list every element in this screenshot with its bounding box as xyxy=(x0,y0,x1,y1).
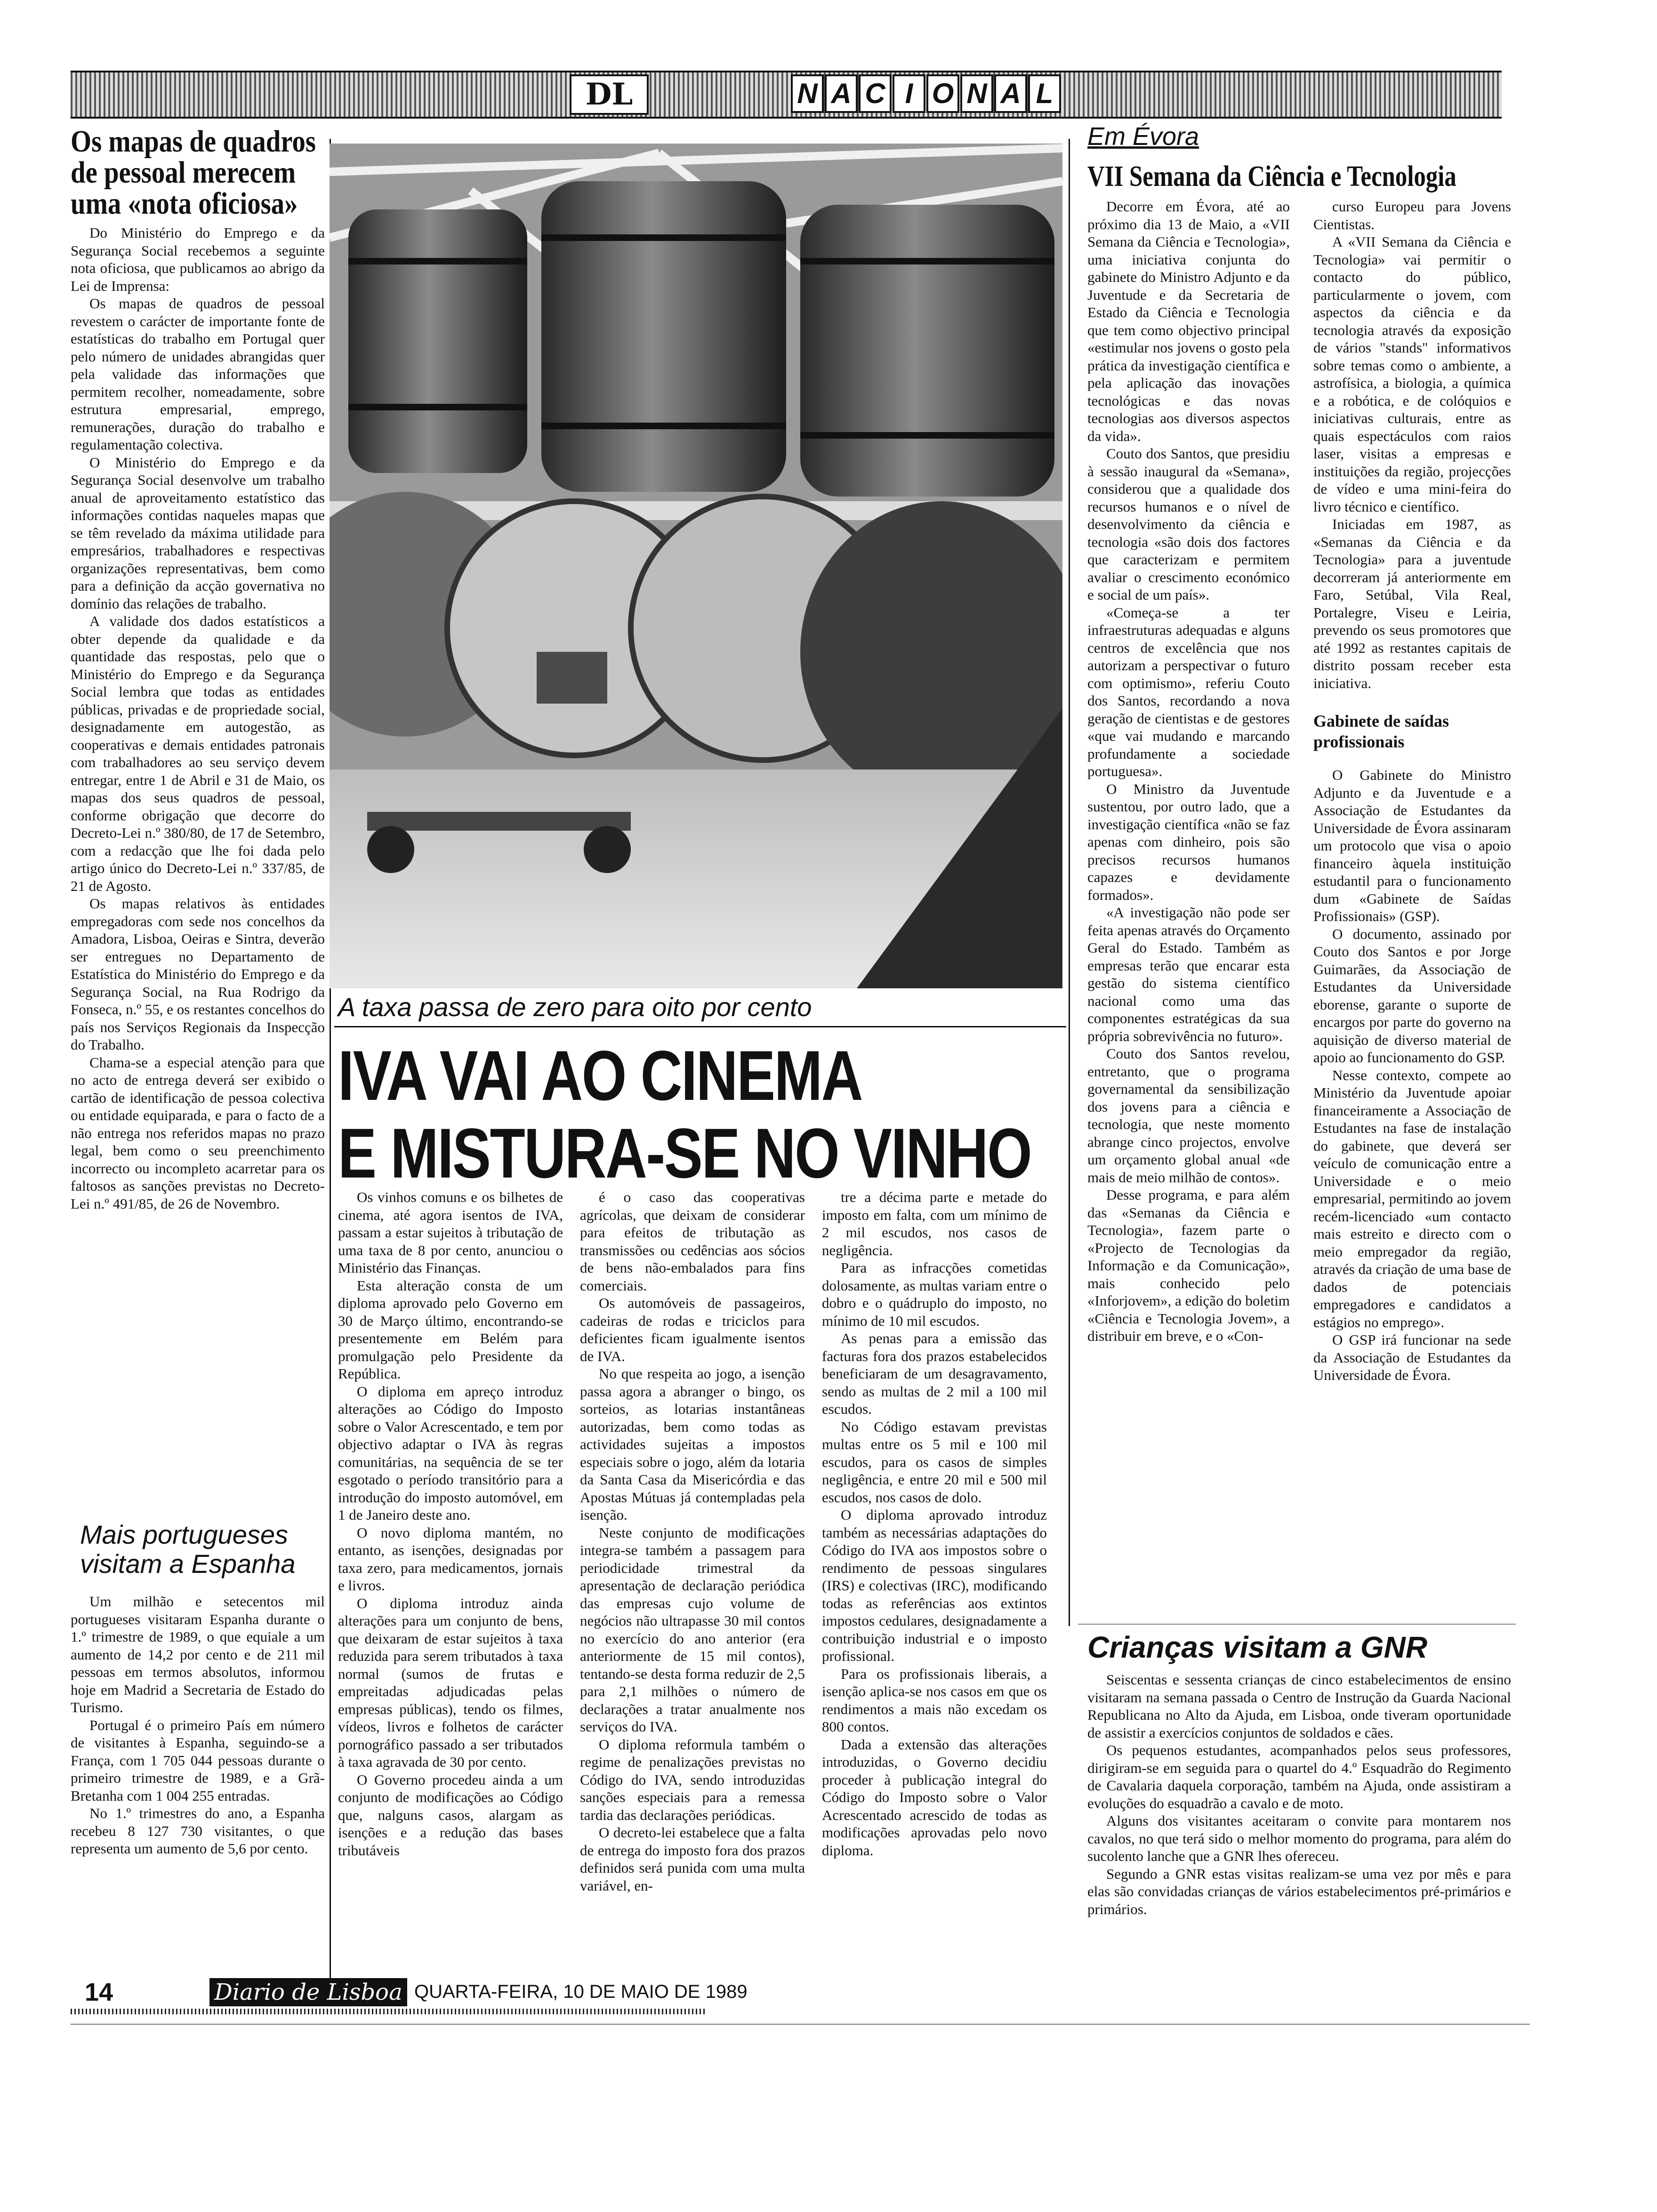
paragraph: O diploma reformula também o regime de penalizações previstas no Código do IVA, sendo introduzidas sanções especiais para a remessa tardia das declarações periódicas. xyxy=(580,1736,805,1823)
evora-subhead: Gabinete de saídas profissionais xyxy=(1313,712,1449,751)
spain-article xyxy=(71,1520,325,1858)
left-article-title: Os mapas de quadros de pessoal merecem uma «nota oficiosa» xyxy=(71,124,316,221)
paragraph: Os vinhos comuns e os bilhetes de cinema, até agora isentos de IVA, passam a estar sujeitos à tributação de uma taxa de 8 por cento, anunciou o Ministério das Finanças. xyxy=(338,1189,563,1276)
column-divider xyxy=(1069,139,1070,1626)
paragraph: Alguns dos visitantes aceitaram o convite para montarem nos cavalos, no que terá sido o melhor momento do programa, para além do sucolento lanche que a GNR lhes ofereceu. xyxy=(1087,1812,1511,1864)
paragraph: curso Europeu para Jovens Cientistas. xyxy=(1313,198,1511,232)
section-masthead xyxy=(71,71,1502,119)
gnr-article xyxy=(1087,1628,1511,1918)
paragraph: No 1.º trimestres do ano, a Espanha recebeu 8 127 730 visitantes, o que representa um aumento de 5,6 por cento. xyxy=(71,1805,325,1857)
paragraph: «Começa-se a ter infraestruturas adequadas e alguns centros de excelência que nos autorizam a perspectivar o futuro com optimismo», referiu Couto dos Santos, recordando a nova geração de cientistas e de gestores «que vai mudando e marcando profundamente a sociedade portuguesa». xyxy=(1087,604,1290,779)
spain-article-title: Mais portugueses visitam a Espanha xyxy=(80,1520,296,1579)
paragraph: O diploma introduz ainda alterações para um conjunto de bens, que deixaram de estar sujeitos à taxa reduzida para serem tributados à taxa normal (sumos de frutas e empreitadas adjudicadas pelas empresas públicas), tendo os filmes, vídeos, livros e folhetos de carácter pornográfico passado a ser tributados à taxa agravada de 30 por cento. xyxy=(338,1595,563,1770)
paragraph: Um milhão e setecentos mil portugueses visitaram Espanha durante o 1.º trimestre de 1989, o que equiale a um aumento de 14,2 por cento e de 211 mil pessoas em termos absolutos, informou hoje em Madrid a Secretaria de Estado do Turismo. xyxy=(71,1593,325,1715)
paragraph: Iniciadas em 1987, as «Semanas da Ciência e da Tecnologia» para a juventude decorreram já anteriormente em Faro, Setúbal, Vila Real, Portalegre, Viseu e Leiria, prevendo os seus promotores que até 1992 as restantes capitais de distrito possam receber esta iniciativa. xyxy=(1313,516,1511,691)
paragraph: No Código estavam previstas multas entre os 5 mil e 100 mil escudos, para os casos de simples negligência, e entre 20 mil e 500 mil escudos, nos casos de dolo. xyxy=(822,1418,1047,1506)
evora-article xyxy=(1087,122,1511,193)
paragraph: Nesse contexto, compete ao Ministério da Juventude apoiar financeiramente a Associação de Estudantes na fase de instalação do gabinete, que deverá ser veículo de comunicação entre a Universidade e o meio empresarial, permitindo ao jovem recém-licenciado «um contacto mais estreito e directo com o meio empregador da região, através da criação de uma base de dados de potenciais empregadores e candidatos a estágios no emprego». xyxy=(1313,1066,1511,1330)
paragraph: A «VII Semana da Ciência e Tecnologia» vai permitir o contacto do público, particularmente o jovem, com aspectos da ciência e da tecnologia através da exposição de vários "stands" informativos sobre temas como o ambiente, a astrofísica, a biologia, a química e a robótica, e de colóquios e iniciativas culturais, entre as quais espectáculos com raios laser, visitas a empresas e instituições da região, projecções de vídeo e uma mini-feira do livro técnico e científico. xyxy=(1313,233,1511,515)
paragraph: Couto dos Santos, que presidiu à sessão inaugural da «Semana», considerou que a qualidade dos recursos humanos e o nível de desenvolvimento da ciência e tecnologia «são dois dos factores que caracterizam e permitem avaliar o crescimento económico e social de um país». xyxy=(1087,445,1290,603)
footer-date: QUARTA-FEIRA, 10 DE MAIO DE 1989 xyxy=(414,1981,748,2002)
iva-column-2 xyxy=(580,1188,805,1894)
paragraph: Para os profissionais liberais, a isenção aplica-se nos casos em que os rendimentos a mais não excedam os 800 contos. xyxy=(822,1665,1047,1735)
paragraph: O decreto-lei estabelece que a falta de entrega do imposto fora dos prazos definidos será punida com uma multa variável, en- xyxy=(580,1824,805,1894)
footer-newspaper-logo: Diario de Lisboa xyxy=(209,1978,407,2006)
photo-caption: A taxa passa de zero para oito por cento xyxy=(338,992,812,1022)
wine-barrels-photo xyxy=(330,144,1062,988)
paragraph: Decorre em Évora, até ao próximo dia 13 de Maio, a «VII Semana da Ciência e Tecnologia», uma iniciativa conjunta do gabinete do Ministro Adjunto e da Juventude e da Secretaria de Estado da Ciência e Tecnologia que tem como objectivo principal «estimular nos jovens o gosto pela prática da investigação científica e pela aplicação das inovações tecnológicas e das novas tecnologias aos diversos aspectos da vida». xyxy=(1087,198,1290,444)
iva-title-line2: E MISTURA-SE NO VINHO xyxy=(338,1114,1031,1193)
paragraph: Seiscentas e sessenta crianças de cinco estabelecimentos de ensino visitaram na semana passada o Centro de Instrução da Guarda Nacional Republicana no Alto da Ajuda, em Lisboa, onde tiveram oportunidade de assistir a exercícios conjuntos de soldados e cães. xyxy=(1087,1671,1511,1741)
paragraph: O Governo procedeu ainda a um conjunto de modificações ao Código que, nalguns casos, alargam as isenções e a redução das bases tributáveis xyxy=(338,1771,563,1859)
newspaper-logo: DL xyxy=(570,74,649,115)
section-letter: I xyxy=(893,74,925,113)
paragraph: «A investigação não pode ser feita apenas através do Orçamento Geral do Estado. Também as empresas terão que encarar esta gestão do sistema científico nacional como uma das componentes estratégicas da sua própria sobrevivência no futuro». xyxy=(1087,904,1290,1044)
paragraph: Os mapas de quadros de pessoal revestem o carácter de importante fonte de estatísticas do trabalho em Portugal quer pelo número de unidades abrangidas quer pela validade das informações que permitem recolher, nomeadamente, sobre estrutura empresarial, emprego, remunerações, duração do trabalho e regulamentação colectiva. xyxy=(71,295,325,453)
iva-column-3 xyxy=(822,1188,1047,1859)
paragraph: O novo diploma mantém, no entanto, as isenções, designadas por taxa zero, para medicamentos, jornais e livros. xyxy=(338,1524,563,1594)
footer-line xyxy=(71,2024,1530,2025)
paragraph: Do Ministério do Emprego e da Segurança Social recebemos a seguinte nota oficiosa, que publicamos ao abrigo da Lei de Imprensa: xyxy=(71,224,325,294)
paragraph: tre a décima parte e metade do imposto em falta, com um mínimo de 2 mil escudos, nos casos de negligência. xyxy=(822,1189,1047,1258)
paragraph: O diploma em apreço introduz alterações ao Código do Imposto sobre o Valor Acrescentado, e tem por objectivo adaptar o IVA às regras comunitárias, na sequência de se ter esgotado o período transitório para a introdução do imposto automóvel, em 1 de Janeiro deste ano. xyxy=(338,1383,563,1523)
iva-article-title xyxy=(338,1036,1071,1193)
paragraph: Os automóveis de passageiros, cadeiras de rodas e triciclos para deficientes ficam igualmente isentos de IVA. xyxy=(580,1295,805,1364)
paragraph: O Ministro da Juventude sustentou, por outro lado, que a investigação científica «não se faz apenas com dinheiro, pois são precisos recursos humanos capazes e devidamente formados». xyxy=(1087,780,1290,903)
evora-column-2-body xyxy=(1313,198,1511,692)
paragraph: Neste conjunto de modificações integra-se também a passagem para periodicidade trimestral da apresentação de declaração periódica das empresas cujo volume de negócios não ultrapasse 30 mil contos no exercício do ano anterior (era anteriormente de 15 mil contos), tentando-se desta forma reduzir de 2,5 para 2,1 milhões o número de declarações a tratar anualmente nos serviços do IVA. xyxy=(580,1524,805,1735)
paragraph: Segundo a GNR estas visitas realizam-se uma vez por mês e para elas são convidadas crianças de vários estabelecimentos pré-primários e primários. xyxy=(1087,1865,1511,1917)
left-article xyxy=(71,126,325,1212)
evora-column-2 xyxy=(1313,198,1511,1384)
paragraph: As penas para a emissão das facturas fora dos prazos estabelecidos beneficiaram de um desagravamento, sendo as multas de 2 mil a 100 mil escudos. xyxy=(822,1330,1047,1417)
page-number: 14 xyxy=(85,1978,113,2006)
evora-title: VII Semana da Ciência e Tecnologia xyxy=(1087,160,1456,192)
section-letter: N xyxy=(960,74,993,113)
paragraph: O diploma aprovado introduz também as necessárias adaptações do Código do IVA aos impostos sobre o rendimento de pessoas singulares (IRS) e colectivas (IRC), modificando todas as referências aos extintos impostos cedulares, designadamente a contribuição industrial e o imposto profissional. xyxy=(822,1507,1047,1664)
paragraph: Esta alteração consta de um diploma aprovado pelo Governo em 30 de Março último, encontrando-se presentemente em Belém para promulgação pelo Presidente da República. xyxy=(338,1277,563,1382)
paragraph: Chama-se a especial atenção para que no acto de entrega deverá ser exibido o cartão de identificação de pessoa colectiva ou entidade equiparada, e para o facto de a não entrega nos referidos mapas no prazo legal, bem como o seu preenchimento incorrecto ou incompleto acarretar para os faltosos as sanções previstas no Decreto-Lei n.º 491/85, de 26 de Novembro. xyxy=(71,1054,325,1212)
paragraph: O Ministério do Emprego e da Segurança Social desenvolve um trabalho anual de aproveitamento estatístico das informações contidas naqueles mapas que se têm revelado da máxima utilidade para empresários, trabalhadores e respectivas organizações representativas, bem como para a definição da acção governativa no domínio das relações de trabalho. xyxy=(71,454,325,612)
wine-barrels-image xyxy=(330,144,1062,988)
section-letter: A xyxy=(994,74,1027,113)
footer-rule xyxy=(71,2009,706,2014)
paragraph: No que respeita ao jogo, a isenção passa agora a abranger o bingo, os sorteios, as lotarias instantâneas autorizadas, bem como todas as actividades sujeitas a impostos especiais sobre o jogo, além da lotaria da Santa Casa da Misericórdia e das Apostas Mútuas já contempladas pela isenção. xyxy=(580,1365,805,1523)
gnr-top-rule xyxy=(1078,1624,1516,1625)
section-letter: L xyxy=(1028,74,1061,113)
section-letter: C xyxy=(859,74,892,113)
iva-column-1 xyxy=(338,1188,563,1859)
evora-column-1 xyxy=(1087,198,1290,1345)
iva-title-line1: IVA VAI AO CINEMA xyxy=(338,1036,862,1115)
paragraph: é o caso das cooperativas agrícolas, que deixam de considerar para efeitos de tributação as transmissões ou cedências aos sócios de bens não-embalados para fins comerciais. xyxy=(580,1189,805,1294)
paragraph: O Gabinete do Ministro Adjunto e da Juventude e a Associação de Estudantes da Universidade de Évora assinaram um protocolo que visa o apoio financeiro àquela instituição estudantil para o funcionamento dum «Gabinete de Saídas Profissionais» (GSP). xyxy=(1313,767,1511,924)
caption-rule xyxy=(334,1026,1066,1027)
paragraph: Para as infracções cometidas dolosamente, as multas variam entre o dobro e o quádruplo do imposto, no mínimo de 10 mil escudos. xyxy=(822,1259,1047,1329)
paragraph: Desse programa, e para além das «Semanas da Ciência e Tecnologia», fazem parte o «Projecto de Tecnologias da Informação e da Comunicação», mais conhecido pelo «Inforjovem», a edição do boletim «Ciência e Tecnologia Jovem», a distribuir em breve, e o «Con- xyxy=(1087,1186,1290,1344)
gnr-body xyxy=(1087,1671,1511,1918)
gnr-title: Crianças visitam a GNR xyxy=(1087,1630,1428,1664)
paragraph: A validade dos dados estatísticos a obter depende da qualidade e da quantidade das respostas, pelo que o Ministério do Emprego e da Segurança Social lembra que todas as entidades públicas, privadas e de propriedade social, designadamente em autogestão, as cooperativas e demais entidades patronais com trabalhadores ao seu serviço devem entregar, entre 1 de Abril e 31 de Maio, os mapas dos seus quadros de pessoal, conforme obrigação que decorre do Decreto-Lei n.º 380/80, de 17 de Setembro, com a redacção que lhe foi dada pelo artigo único do Decreto-Lei n.º 337/85, de 21 de Agosto. xyxy=(71,613,325,894)
paragraph: Couto dos Santos revelou, entretanto, que o programa governamental da sensibilização dos jovens para a ciência e tecnologia, que neste momento abrange cinco projectos, envolve um orçamento global anual «de mais de meio milhão de contos». xyxy=(1087,1045,1290,1186)
spain-article-body xyxy=(71,1593,325,1858)
evora-column-2b-body xyxy=(1313,766,1511,1384)
paragraph: O GSP irá funcionar na sede da Associação de Estudantes da Universidade de Évora. xyxy=(1313,1331,1511,1383)
evora-kicker: Em Évora xyxy=(1087,122,1199,151)
left-article-body xyxy=(71,224,325,1212)
paragraph: Dada a extensão das alterações introduzidas, o Governo decidiu proceder à publicação integral do Código do Imposto sobre o Valor Acrescentado acrescido de todas as modificações aprovadas pelo novo diploma. xyxy=(822,1736,1047,1859)
section-letter: N xyxy=(791,74,824,113)
paragraph: O documento, assinado por Couto dos Santos e por Jorge Guimarães, da Associação de Estudantes da Universidade eborense, garante o suporte de encargos por parte do governo na aquisição de diverso material de apoio ao funcionamento do GSP. xyxy=(1313,925,1511,1066)
section-letter: A xyxy=(825,74,858,113)
paragraph: Os pequenos estudantes, acompanhados pelos seus professores, dirigiram-se em seguida para o quartel do 4.º Esquadrão do Regimento de Cavalaria daquela corporação, também na Ajuda, onde assistiram a evoluções do esquadrão a cavalo e de moto. xyxy=(1087,1742,1511,1811)
paragraph: Os mapas relativos às entidades empregadoras com sede nos concelhos da Amadora, Lisboa, Oeiras e Sintra, deverão ser entregues no Departamento de Estatística do Ministério do Emprego e da Segurança Social, na Rua Rodrigo da Fonseca, n.º 55, e os restantes concelhos do país nos Serviços Regionais da Inspecção do Trabalho. xyxy=(71,895,325,1053)
paragraph: Portugal é o primeiro País em número de visitantes à Espanha, seguindo-se a França, com 1 705 044 pessoas durante o primeiro trimestre de 1989, e a Grã-Bretanha com 1 004 255 entradas. xyxy=(71,1716,325,1804)
section-title xyxy=(791,74,1062,111)
section-letter: O xyxy=(926,74,959,113)
